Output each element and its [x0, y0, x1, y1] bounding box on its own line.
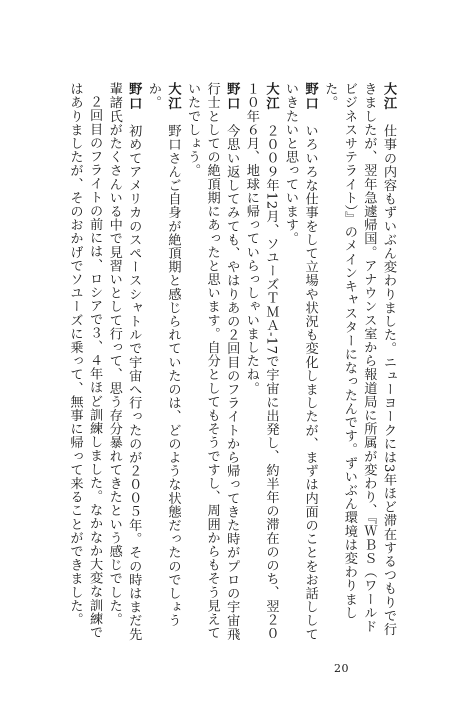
- vertical-text-body: [38, 82, 398, 642]
- dialogue-text: ２回目のフライトの前には、ロシアで３、４年ほど訓練しました。なかなか大変な訓練ではありましたが、そのおかげでソユーズに乗って、無事に帰って来ることができました。: [67, 82, 103, 640]
- dialogue-line-1: [320, 82, 398, 642]
- speaker-label: 大江: [165, 82, 181, 111]
- dialogue-line-6: [104, 82, 143, 642]
- speaker-label: 野口: [224, 82, 240, 111]
- dialogue-text: ２００９年12月、ソユーズＴＭＡ-17で宇宙に出発し、約半年の滞在ののち、翌２０１０年６月、地球に帰っていらっしゃいましたね。: [243, 82, 279, 641]
- speaker-label: 大江: [381, 82, 396, 111]
- dialogue-text: 今思い返してみても、やはりあの２回目のフライトから帰ってきた時がプロの宇宙飛行士としての絶頂期にあったと思います。自分としてもそうですし、周囲からもそう見えていたでしょう。: [185, 82, 240, 641]
- dialogue-text: 野口さんご自身が絶頂期と感じられていたのは、どのような状態だったのでしょうか。: [145, 82, 181, 628]
- dialogue-text: いろいろな仕事をして立場や状況も変化しましたが、まずは内面のことをお話ししていきたいと思っています。: [283, 82, 318, 641]
- dialogue-line-2: [280, 82, 319, 642]
- dialogue-text: 仕事の内容もずいぶん変わりました。ニューヨークには3年ほど滞在するつもりで行きましたが、翌年急遽帰国。アナウンス室から報道局に所属が変わり、『ＷＢＳ（ワールドビジネスサテライト）』のメインキャスターになったんです。ずいぶん環境は変わりました。: [322, 82, 396, 637]
- speaker-label: 野口: [126, 82, 142, 111]
- speaker-label: 野口: [302, 82, 318, 111]
- speaker-label: 大江: [263, 82, 279, 111]
- dialogue-line-3: [241, 82, 280, 642]
- dialogue-line-4: [182, 82, 241, 642]
- dialogue-text: 初めてアメリカのスペースシャトルで宇宙へ行ったのが２００５年。その時はまだ先輩諸氏がたくさんいる中で見習いとして行って、思う存分暴れてきたという感じでした。: [106, 82, 142, 641]
- page-number: 20: [334, 662, 349, 675]
- dialogue-line-5: [143, 82, 182, 642]
- dialogue-line-7: [65, 82, 104, 642]
